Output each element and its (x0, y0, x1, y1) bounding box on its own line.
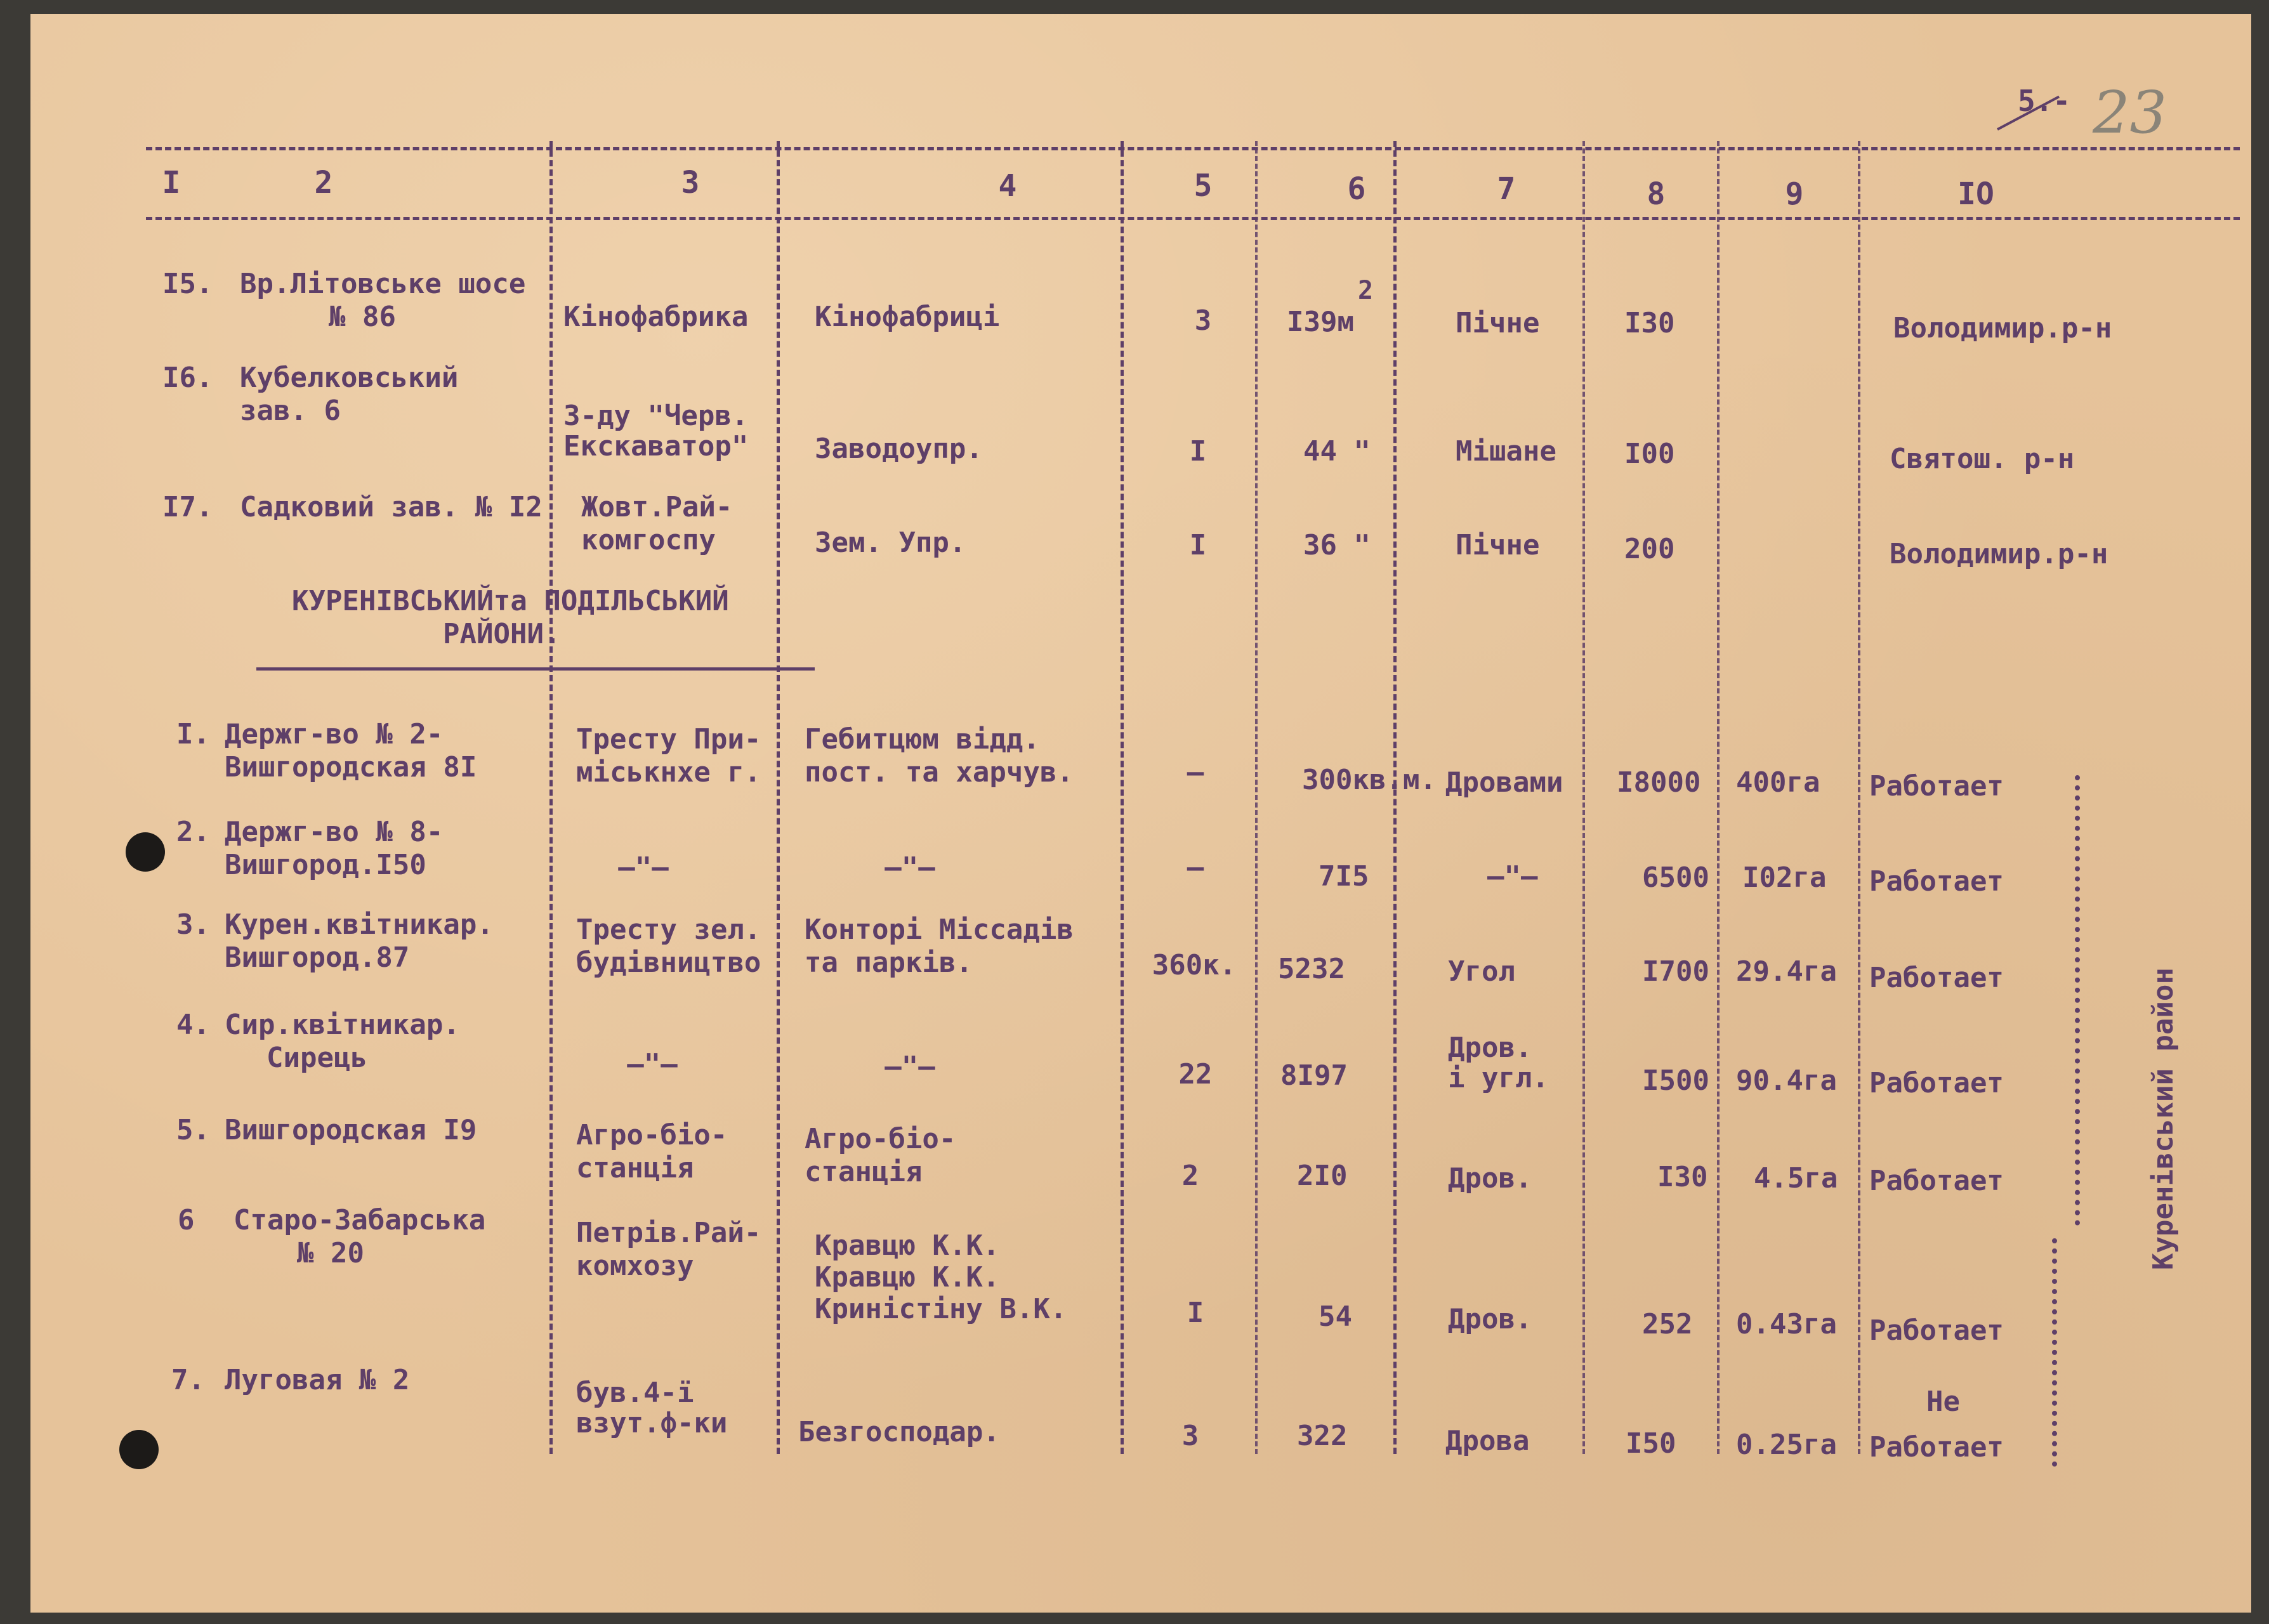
address-line: № 20 (297, 1237, 364, 1269)
row-number: 5. (176, 1114, 210, 1146)
column-separator-7-8 (1582, 141, 1585, 1454)
col5-cell: I (1189, 529, 1207, 561)
col7-cell: Дров. (1448, 1162, 1532, 1195)
recipient-cell: пост. та харчув. (805, 756, 1074, 789)
recipient-cell: –"– (885, 1051, 935, 1083)
section-heading: РАЙОНИ. (443, 618, 561, 650)
column-header-7: 7 (1497, 171, 1516, 207)
row-number: I. (176, 718, 210, 750)
recipient-cell: та парків. (805, 946, 973, 979)
recipient-cell: Агро-біо- (805, 1123, 956, 1155)
col8-cell: I00 (1624, 438, 1675, 470)
owner-cell: комхозу (576, 1250, 694, 1282)
owner-cell: взут.ф-ки (576, 1407, 728, 1439)
col8-cell: 6500 (1642, 861, 1709, 894)
column-separator-9-10 (1858, 141, 1860, 1454)
address-line: зав. 6 (240, 395, 341, 427)
col8-cell: 200 (1624, 533, 1675, 565)
address-line: Сир.квітникар. (225, 1009, 460, 1041)
col5-cell: 3 (1194, 304, 1212, 337)
col8-cell: I700 (1642, 955, 1709, 988)
col5-cell: I (1189, 435, 1207, 468)
header-bottom-rule (146, 217, 2240, 220)
col8-cell: I30 (1657, 1161, 1708, 1193)
col9-cell: 90.4га (1736, 1064, 1837, 1097)
address-line: Вишгородская I9 (225, 1114, 477, 1146)
typed-page-number: 5.- (2018, 84, 2071, 118)
owner-cell: Жовт.Рай- (581, 491, 733, 523)
col10-cell: Володимир.р-н (1893, 312, 2112, 344)
col9-cell: I02га (1742, 861, 1827, 894)
address-line: Держг-во № 2- (225, 718, 444, 750)
column-header-8: 8 (1647, 176, 1666, 212)
owner-cell: був.4-ї (576, 1377, 694, 1409)
col8-cell: I30 (1624, 307, 1675, 339)
row-number: 7. (171, 1364, 205, 1396)
owner-cell: будівництво (576, 946, 761, 979)
owner-cell: Тресту При- (576, 723, 761, 756)
col7-cell: і угл. (1448, 1062, 1549, 1094)
recipient-cell: станція (805, 1156, 923, 1188)
column-header-5: 5 (1194, 168, 1213, 204)
punch-hole (119, 1430, 159, 1469)
col10-cell: Святош. р-н (1890, 443, 2075, 475)
recipient-cell: –"– (885, 851, 935, 884)
recipient-cell: Зем. Упр. (815, 527, 966, 559)
column-header-6: 6 (1347, 171, 1366, 207)
col7-cell: Пічне (1456, 307, 1540, 339)
col7-cell: Мішане (1456, 435, 1556, 468)
column-header-2: 2 (314, 165, 333, 200)
punch-hole (126, 832, 165, 872)
column-header-9: 9 (1785, 176, 1804, 212)
col7-cell: Пічне (1456, 529, 1540, 561)
address-line: Кубелковський (240, 362, 459, 394)
owner-cell: Петрів.Рай- (576, 1217, 761, 1249)
row-number: I6. (162, 362, 213, 394)
col10-cell: Не (1926, 1385, 1960, 1418)
owner-cell: Екскаватор" (563, 430, 749, 462)
col6-cell: 2I0 (1297, 1160, 1348, 1192)
col9-cell: 400га (1736, 766, 1820, 799)
col9-cell: 4.5га (1754, 1162, 1838, 1195)
col10-cell: Работает (1869, 962, 2004, 994)
address-line: Луговая № 2 (225, 1364, 410, 1396)
col5-cell: – (1187, 851, 1204, 884)
col5-cell: 2 (1181, 1160, 1199, 1192)
col8-cell: I500 (1642, 1064, 1709, 1097)
column-header-1: I (162, 165, 181, 200)
col10-cell: Работает (1869, 1067, 2004, 1099)
col10-cell: Работает (1869, 1165, 2004, 1197)
col10-cell: Володимир.р-н (1890, 538, 2108, 570)
recipient-cell: Кінофабриці (815, 301, 1000, 333)
section-heading: КУРЕНІВСЬКИЙта ПОДІЛЬСЬКИЙ (292, 585, 729, 617)
col6-cell: I39м (1287, 306, 1354, 338)
handwritten-page-number: 23 (2093, 79, 2167, 147)
col10-cell: Работает (1869, 865, 2004, 898)
archival-document-page (30, 14, 2251, 1613)
address-line: Вишгород.I50 (225, 849, 426, 881)
row-number: I5. (162, 268, 213, 300)
col6-cell: 5232 (1278, 953, 1345, 985)
owner-cell: –"– (627, 1048, 678, 1080)
owner-cell: комгоспу (581, 524, 716, 556)
address-line: Вр.Літовське шосе (240, 268, 526, 300)
col7-cell: Угол (1448, 955, 1515, 988)
col9-cell: 29.4га (1736, 955, 1837, 988)
owner-cell: Агро-біо- (576, 1119, 728, 1151)
section-underline (256, 667, 815, 671)
owner-cell: З-ду "Черв. (563, 400, 749, 432)
address-line: Курен.квітникар. (225, 908, 494, 941)
col10-cell: Работает (1869, 1314, 2004, 1347)
col8-cell: 252 (1642, 1308, 1693, 1340)
row-number: 3. (176, 908, 210, 941)
address-line: Держг-во № 8- (225, 816, 444, 848)
col6-cell: 44 " (1303, 435, 1371, 468)
column-separator-2-3 (549, 141, 553, 1454)
col6-cell: 54 (1319, 1300, 1352, 1333)
address-line: № 86 (329, 301, 396, 333)
owner-cell: Тресту зел. (576, 914, 761, 946)
column-separator-6-7 (1393, 141, 1397, 1454)
column-header-3: 3 (681, 165, 700, 200)
col5-cell: 22 (1178, 1058, 1213, 1090)
header-top-rule (146, 147, 2240, 150)
col6-cell: 36 " (1303, 529, 1371, 561)
district-side-label: Куренівський район (2147, 967, 2180, 1270)
col7-cell: Дровами (1445, 766, 1563, 799)
col8-cell: I8000 (1617, 766, 1701, 799)
column-separator-8-9 (1717, 141, 1720, 1454)
column-separator-5-6 (1255, 141, 1258, 1454)
recipient-cell: Кравцю К.К. (815, 1261, 1000, 1293)
col9-cell: 0.43га (1736, 1308, 1837, 1340)
recipient-cell: Гебитцюм відд. (805, 723, 1040, 756)
owner-cell: міськнхе г. (576, 756, 761, 789)
owner-cell: станція (576, 1152, 694, 1184)
col7-cell: Дров. (1448, 1303, 1532, 1335)
col6-superscript: 2 (1358, 276, 1374, 305)
col6-cell: 300кв.м. (1302, 764, 1437, 796)
address-line: Вишгород.87 (225, 941, 410, 974)
column-separator-4-5 (1121, 141, 1124, 1454)
column-header-10: IO (1957, 176, 1994, 212)
address-line: Сирець (266, 1042, 367, 1074)
recipient-cell: Безгосподар. (798, 1416, 1000, 1448)
col7-cell: –"– (1487, 860, 1538, 893)
address-line: Вишгородская 8I (225, 751, 477, 783)
col9-cell: 0.25га (1736, 1429, 1837, 1461)
address-line: Садковий зав. № I2 (240, 491, 543, 523)
column-separator-3-4 (777, 141, 780, 1454)
owner-cell: –"– (618, 851, 669, 884)
row-number: 6 (178, 1204, 195, 1236)
col5-cell: 360к. (1152, 949, 1237, 981)
owner-cell: Кінофабрика (563, 301, 749, 333)
col7-cell: Дров. (1448, 1031, 1532, 1064)
col7-cell: Дрова (1445, 1425, 1530, 1457)
recipient-cell: Кравцю К.К. (815, 1229, 1000, 1262)
grouping-brace (2052, 1238, 2068, 1467)
row-number: 2. (176, 816, 210, 848)
col6-cell: 8I97 (1280, 1059, 1348, 1092)
column-header-4: 4 (998, 168, 1017, 204)
col8-cell: I50 (1626, 1427, 1676, 1460)
col5-cell: I (1187, 1297, 1204, 1329)
col10-cell: Работает (1869, 770, 2004, 802)
col6-cell: 7I5 (1319, 860, 1369, 893)
grouping-brace (2075, 775, 2091, 1226)
col10-cell: Работает (1869, 1431, 2004, 1464)
recipient-cell: Криністіну В.К. (815, 1293, 1067, 1325)
recipient-cell: Конторі Міссадів (805, 914, 1074, 946)
col6-cell: 322 (1297, 1420, 1348, 1452)
row-number: 4. (176, 1009, 210, 1041)
col5-cell: 3 (1181, 1420, 1199, 1452)
row-number: I7. (162, 491, 213, 523)
recipient-cell: Заводоупр. (815, 433, 983, 465)
col5-cell: – (1187, 756, 1204, 789)
address-line: Старо-Забарська (233, 1204, 486, 1236)
